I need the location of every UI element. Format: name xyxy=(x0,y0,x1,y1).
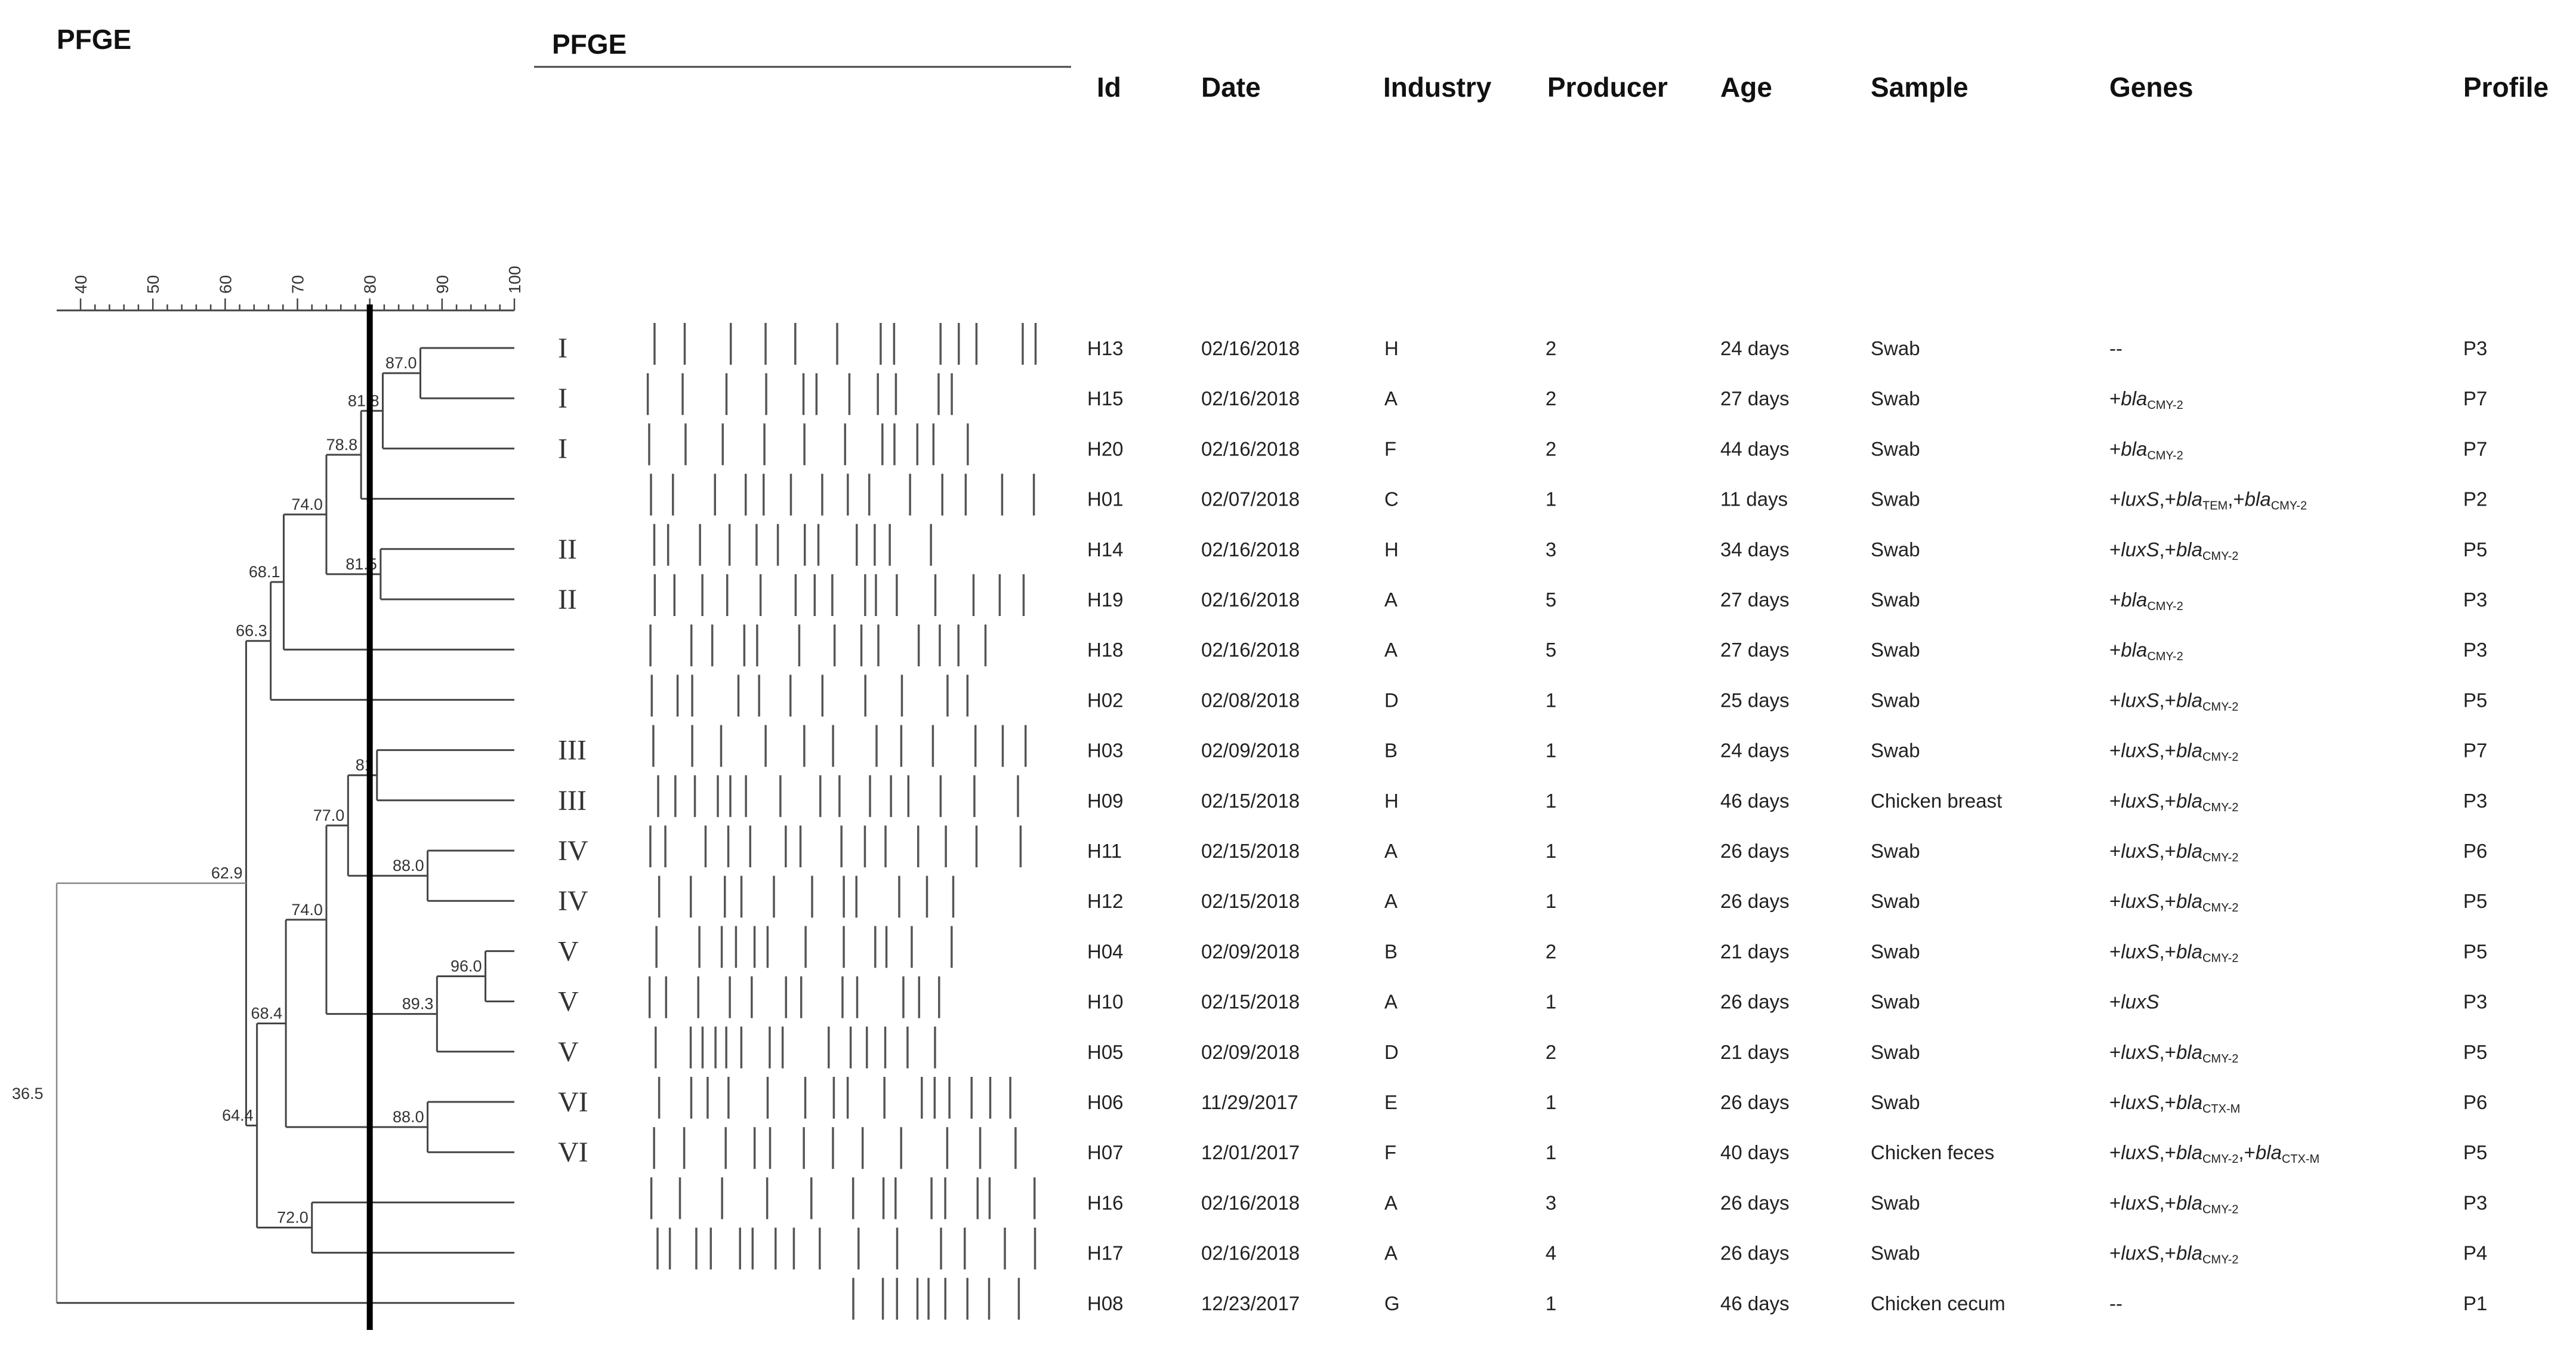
node-similarity-label: 87.0 xyxy=(385,354,417,372)
table-row xyxy=(558,433,2487,464)
cell-industry: H xyxy=(1384,789,1399,812)
cell-producer: 1 xyxy=(1545,990,1557,1013)
cell-sample: Swab xyxy=(1871,990,1920,1013)
node-similarity-label: 68.1 xyxy=(248,563,280,581)
cell-date: 02/15/2018 xyxy=(1201,990,1300,1013)
cell-producer: 1 xyxy=(1545,488,1557,510)
node-similarity-label: 89.3 xyxy=(402,994,434,1013)
cell-industry: A xyxy=(1384,990,1398,1013)
cell-id: H17 xyxy=(1087,1242,1124,1264)
cell-industry: A xyxy=(1384,840,1398,862)
cell-profile: P7 xyxy=(2463,438,2488,460)
cell-industry: C xyxy=(1384,488,1399,510)
cell-industry: G xyxy=(1384,1292,1400,1314)
node-similarity-label: 68.4 xyxy=(251,1004,283,1023)
table-row xyxy=(1087,488,2487,513)
cell-producer: 3 xyxy=(1545,538,1557,561)
cell-id: H04 xyxy=(1087,940,1124,963)
header-date: Date xyxy=(1201,72,1261,103)
scale-tick-label: 100 xyxy=(505,266,524,294)
cell-industry: F xyxy=(1384,1141,1397,1164)
band-lane xyxy=(655,574,1023,616)
table-row xyxy=(558,986,2487,1018)
cell-date: 02/08/2018 xyxy=(1201,689,1300,712)
column-headers xyxy=(1097,72,2549,103)
band-lane xyxy=(659,876,954,917)
cell-industry: A xyxy=(1384,1191,1398,1214)
cell-sample: Swab xyxy=(1871,890,1920,913)
cell-profile: P1 xyxy=(2463,1292,2488,1314)
cell-sample: Swab xyxy=(1871,940,1920,963)
cell-age: 26 days xyxy=(1720,990,1790,1013)
cell-producer: 2 xyxy=(1545,438,1557,460)
cell-id: H13 xyxy=(1087,337,1124,359)
node-similarity-label: 62.9 xyxy=(211,864,243,882)
cell-producer: 1 xyxy=(1545,689,1557,712)
cell-sample: Chicken feces xyxy=(1871,1141,1995,1164)
cell-industry: H xyxy=(1384,337,1399,359)
cell-id: H02 xyxy=(1087,689,1124,712)
table-row xyxy=(558,584,2487,615)
cluster-label: III xyxy=(558,734,587,766)
cell-id: H18 xyxy=(1087,639,1124,661)
cell-date: 02/16/2018 xyxy=(1201,1191,1300,1214)
cell-producer: 1 xyxy=(1545,1141,1557,1164)
cell-producer: 4 xyxy=(1545,1242,1557,1264)
cell-sample: Swab xyxy=(1871,689,1920,712)
cell-sample: Swab xyxy=(1871,589,1920,611)
cell-producer: 1 xyxy=(1545,1292,1557,1314)
node-similarity-label: 81.5 xyxy=(345,555,377,573)
band-lane xyxy=(648,373,952,415)
cell-age: 24 days xyxy=(1720,337,1790,359)
cell-profile: P5 xyxy=(2463,689,2488,712)
cell-genes: +luxS,+blaCTX-M xyxy=(2109,1091,2241,1116)
cell-producer: 3 xyxy=(1545,1191,1557,1214)
band-lane xyxy=(651,474,1034,516)
cell-sample: Swab xyxy=(1871,538,1920,561)
node-similarity-label: 77.0 xyxy=(313,806,345,824)
cell-date: 02/16/2018 xyxy=(1201,337,1300,359)
band-lane xyxy=(654,524,931,566)
node-similarity-label: 64.4 xyxy=(222,1106,254,1125)
cell-industry: B xyxy=(1384,940,1398,963)
cell-industry: A xyxy=(1384,589,1398,611)
cell-id: H15 xyxy=(1087,387,1124,410)
cluster-label: IV xyxy=(558,885,588,917)
scale-tick-label: 90 xyxy=(433,275,452,294)
cell-profile: P5 xyxy=(2463,1040,2488,1063)
cell-sample: Chicken breast xyxy=(1871,789,2003,812)
cell-age: 21 days xyxy=(1720,940,1790,963)
cell-profile: P5 xyxy=(2463,1141,2488,1164)
cell-age: 44 days xyxy=(1720,438,1790,460)
cell-genes: +blaCMY-2 xyxy=(2109,438,2183,463)
cell-genes: +luxS,+blaTEM,+blaCMY-2 xyxy=(2109,488,2307,513)
table-row xyxy=(1087,1292,2487,1314)
cell-profile: P2 xyxy=(2463,488,2488,510)
cell-profile: P5 xyxy=(2463,940,2488,963)
cell-genes: +luxS,+blaCMY-2 xyxy=(2109,940,2239,965)
cell-id: H06 xyxy=(1087,1091,1124,1113)
table-row xyxy=(558,785,2487,817)
table-row xyxy=(558,332,2487,364)
table-row xyxy=(1087,639,2487,663)
cluster-label: II xyxy=(558,533,577,565)
cell-profile: P5 xyxy=(2463,538,2488,561)
band-lane xyxy=(658,775,1018,817)
band-lane xyxy=(853,1278,1019,1320)
band-lane xyxy=(650,826,1020,867)
center-title: PFGE xyxy=(552,29,627,60)
cell-age: 34 days xyxy=(1720,538,1790,561)
node-similarity-label: 88.0 xyxy=(393,857,424,875)
cell-age: 26 days xyxy=(1720,1091,1790,1113)
cell-sample: Swab xyxy=(1871,639,1920,661)
table-row xyxy=(1087,1242,2487,1267)
cell-producer: 1 xyxy=(1545,890,1557,913)
cell-profile: P4 xyxy=(2463,1242,2488,1264)
cell-id: H03 xyxy=(1087,739,1124,762)
scale-tick-label: 70 xyxy=(288,275,307,294)
cell-age: 26 days xyxy=(1720,840,1790,862)
cluster-label: V xyxy=(558,1036,579,1068)
cell-industry: A xyxy=(1384,387,1398,410)
cell-id: H05 xyxy=(1087,1040,1124,1063)
cell-profile: P7 xyxy=(2463,387,2488,410)
cluster-label: VI xyxy=(558,1137,588,1169)
node-similarity-label: 81 xyxy=(355,756,374,774)
cell-genes: +luxS,+blaCMY-2 xyxy=(2109,689,2239,714)
cell-genes: +blaCMY-2 xyxy=(2109,639,2183,664)
scale-tick-label: 60 xyxy=(216,275,235,294)
node-similarity-label: 78.8 xyxy=(326,435,358,454)
cell-sample: Swab xyxy=(1871,1091,1920,1113)
dendrogram xyxy=(57,348,514,1303)
cell-industry: D xyxy=(1384,1040,1399,1063)
band-lane xyxy=(650,624,985,666)
cell-genes: +luxS,+blaCMY-2 xyxy=(2109,538,2239,563)
cell-id: H01 xyxy=(1087,488,1124,510)
cell-age: 46 days xyxy=(1720,1292,1790,1314)
cell-profile: P5 xyxy=(2463,890,2488,913)
similarity-scale xyxy=(57,266,524,310)
cell-id: H12 xyxy=(1087,890,1124,913)
cell-date: 02/16/2018 xyxy=(1201,589,1300,611)
cell-age: 25 days xyxy=(1720,689,1790,712)
cell-profile: P3 xyxy=(2463,789,2488,812)
cluster-label: V xyxy=(558,935,579,968)
table-row xyxy=(1087,689,2487,713)
cell-producer: 1 xyxy=(1545,789,1557,812)
cell-industry: H xyxy=(1384,538,1399,561)
header-genes: Genes xyxy=(2109,72,2194,103)
cell-id: H10 xyxy=(1087,990,1124,1013)
cell-genes: +luxS xyxy=(2109,990,2159,1013)
cell-age: 26 days xyxy=(1720,1191,1790,1214)
cell-genes: +blaCMY-2 xyxy=(2109,589,2183,613)
cell-profile: P7 xyxy=(2463,739,2488,762)
cell-age: 40 days xyxy=(1720,1141,1790,1164)
left-title: PFGE xyxy=(57,24,132,55)
cell-genes: +luxS,+blaCMY-2 xyxy=(2109,890,2239,915)
cell-date: 02/16/2018 xyxy=(1201,438,1300,460)
cell-genes: +luxS,+blaCMY-2,+blaCTX-M xyxy=(2109,1141,2320,1166)
cell-age: 26 days xyxy=(1720,1242,1790,1264)
cell-genes: +luxS,+blaCMY-2 xyxy=(2109,1040,2239,1066)
cell-sample: Swab xyxy=(1871,1242,1920,1264)
cell-industry: A xyxy=(1384,1242,1398,1264)
cell-industry: B xyxy=(1384,739,1398,762)
band-lane xyxy=(649,423,968,465)
cell-profile: P6 xyxy=(2463,1091,2488,1113)
table-row xyxy=(558,1036,2487,1068)
band-lane xyxy=(655,323,1036,365)
node-similarity-label: 72.0 xyxy=(277,1208,308,1227)
pfge-band-patterns xyxy=(648,323,1036,1320)
node-similarity-label: 74.0 xyxy=(291,495,323,513)
cell-sample: Swab xyxy=(1871,1040,1920,1063)
cluster-label: VI xyxy=(558,1086,588,1118)
header-id: Id xyxy=(1097,72,1121,103)
cell-industry: F xyxy=(1384,438,1397,460)
cell-date: 02/16/2018 xyxy=(1201,387,1300,410)
cell-age: 21 days xyxy=(1720,1040,1790,1063)
node-similarity-label: 88.0 xyxy=(393,1108,424,1126)
cell-date: 02/09/2018 xyxy=(1201,739,1300,762)
cell-sample: Swab xyxy=(1871,337,1920,359)
band-lane xyxy=(659,1077,1011,1119)
cell-age: 24 days xyxy=(1720,739,1790,762)
cell-sample: Swab xyxy=(1871,438,1920,460)
cell-date: 02/16/2018 xyxy=(1201,1242,1300,1264)
cell-profile: P3 xyxy=(2463,1191,2488,1214)
cell-genes: +luxS,+blaCMY-2 xyxy=(2109,1242,2239,1267)
cell-age: 27 days xyxy=(1720,387,1790,410)
cell-producer: 5 xyxy=(1545,639,1557,661)
header-profile: Profile xyxy=(2463,72,2549,103)
cell-date: 02/16/2018 xyxy=(1201,538,1300,561)
cell-id: H20 xyxy=(1087,438,1124,460)
cell-date: 12/23/2017 xyxy=(1201,1292,1300,1314)
header-industry: Industry xyxy=(1383,72,1492,103)
cell-id: H19 xyxy=(1087,589,1124,611)
cell-date: 02/15/2018 xyxy=(1201,890,1300,913)
cell-sample: Swab xyxy=(1871,840,1920,862)
cell-date: 02/07/2018 xyxy=(1201,488,1300,510)
cell-producer: 2 xyxy=(1545,1040,1557,1063)
cell-genes: +blaCMY-2 xyxy=(2109,387,2183,412)
cell-sample: Swab xyxy=(1871,387,1920,410)
cell-genes: +luxS,+blaCMY-2 xyxy=(2109,1191,2239,1217)
cell-genes: +luxS,+blaCMY-2 xyxy=(2109,840,2239,864)
cluster-label: I xyxy=(558,332,567,364)
cell-date: 02/15/2018 xyxy=(1201,840,1300,862)
table-row xyxy=(558,383,2487,414)
node-similarity-label: 81.8 xyxy=(347,392,380,410)
cell-id: H16 xyxy=(1087,1191,1124,1214)
table-row xyxy=(558,534,2487,565)
cell-industry: D xyxy=(1384,689,1399,712)
cell-producer: 2 xyxy=(1545,940,1557,963)
cell-date: 02/15/2018 xyxy=(1201,789,1300,812)
cell-sample: Swab xyxy=(1871,488,1920,510)
cell-date: 02/09/2018 xyxy=(1201,1040,1300,1063)
root-similarity-label: 36.5 xyxy=(12,1085,44,1103)
cell-industry: E xyxy=(1384,1091,1398,1113)
cell-id: H08 xyxy=(1087,1292,1124,1314)
cell-producer: 1 xyxy=(1545,1091,1557,1113)
table-row xyxy=(558,885,2487,917)
cluster-label: II xyxy=(558,584,577,615)
cell-date: 12/01/2017 xyxy=(1201,1141,1300,1164)
cell-producer: 1 xyxy=(1545,840,1557,862)
cell-producer: 5 xyxy=(1545,589,1557,611)
cluster-label: I xyxy=(558,383,567,415)
table-row xyxy=(1087,1191,2487,1216)
cell-industry: A xyxy=(1384,890,1398,913)
header-sample: Sample xyxy=(1871,72,1969,103)
table-row xyxy=(558,1137,2487,1168)
cell-sample: Swab xyxy=(1871,1191,1920,1214)
node-similarity-label: 66.3 xyxy=(236,621,267,640)
cluster-label: III xyxy=(558,784,587,817)
scale-tick-label: 80 xyxy=(360,275,380,294)
cell-genes: +luxS,+blaCMY-2 xyxy=(2109,739,2239,764)
cell-date: 02/16/2018 xyxy=(1201,639,1300,661)
band-lane xyxy=(650,977,939,1018)
cell-sample: Chicken cecum xyxy=(1871,1292,2006,1314)
cell-industry: A xyxy=(1384,639,1398,661)
table-row xyxy=(558,935,2487,967)
table-row xyxy=(558,835,2487,867)
cell-genes: -- xyxy=(2109,1292,2122,1314)
cell-age: 11 days xyxy=(1720,488,1788,510)
cell-age: 46 days xyxy=(1720,789,1790,812)
band-lane xyxy=(652,1177,1035,1219)
scale-tick-label: 50 xyxy=(144,275,163,294)
cell-date: 11/29/2017 xyxy=(1201,1091,1298,1113)
cell-profile: P3 xyxy=(2463,990,2488,1013)
cell-genes: +luxS,+blaCMY-2 xyxy=(2109,789,2239,814)
cell-id: H11 xyxy=(1087,840,1122,862)
band-lane xyxy=(656,1027,935,1068)
cell-age: 26 days xyxy=(1720,890,1790,913)
band-lane xyxy=(653,725,1026,767)
cell-producer: 2 xyxy=(1545,387,1557,410)
cell-id: H07 xyxy=(1087,1141,1124,1164)
cell-profile: P6 xyxy=(2463,840,2488,862)
cluster-label: I xyxy=(558,433,567,465)
cell-profile: P3 xyxy=(2463,589,2488,611)
band-lane xyxy=(656,926,952,968)
header-producer: Producer xyxy=(1547,72,1668,103)
band-lane xyxy=(652,675,967,716)
cell-sample: Swab xyxy=(1871,739,1920,762)
band-lane xyxy=(654,1127,1016,1169)
cell-producer: 1 xyxy=(1545,739,1557,762)
cell-genes: -- xyxy=(2109,337,2122,359)
cell-age: 27 days xyxy=(1720,589,1790,611)
cluster-label: V xyxy=(558,986,579,1018)
cell-id: H14 xyxy=(1087,538,1124,561)
cell-id: H09 xyxy=(1087,789,1124,812)
cell-producer: 2 xyxy=(1545,337,1557,359)
node-similarity-label: 96.0 xyxy=(450,957,482,975)
cluster-label: IV xyxy=(558,835,588,867)
header-age: Age xyxy=(1720,72,1772,103)
cell-age: 27 days xyxy=(1720,639,1790,661)
node-similarity-label: 74.0 xyxy=(291,900,323,919)
table-row xyxy=(558,735,2487,766)
scale-tick-label: 40 xyxy=(72,275,90,294)
cell-date: 02/09/2018 xyxy=(1201,940,1300,963)
band-lane xyxy=(658,1228,1035,1270)
cell-profile: P3 xyxy=(2463,639,2488,661)
cell-profile: P3 xyxy=(2463,337,2488,359)
